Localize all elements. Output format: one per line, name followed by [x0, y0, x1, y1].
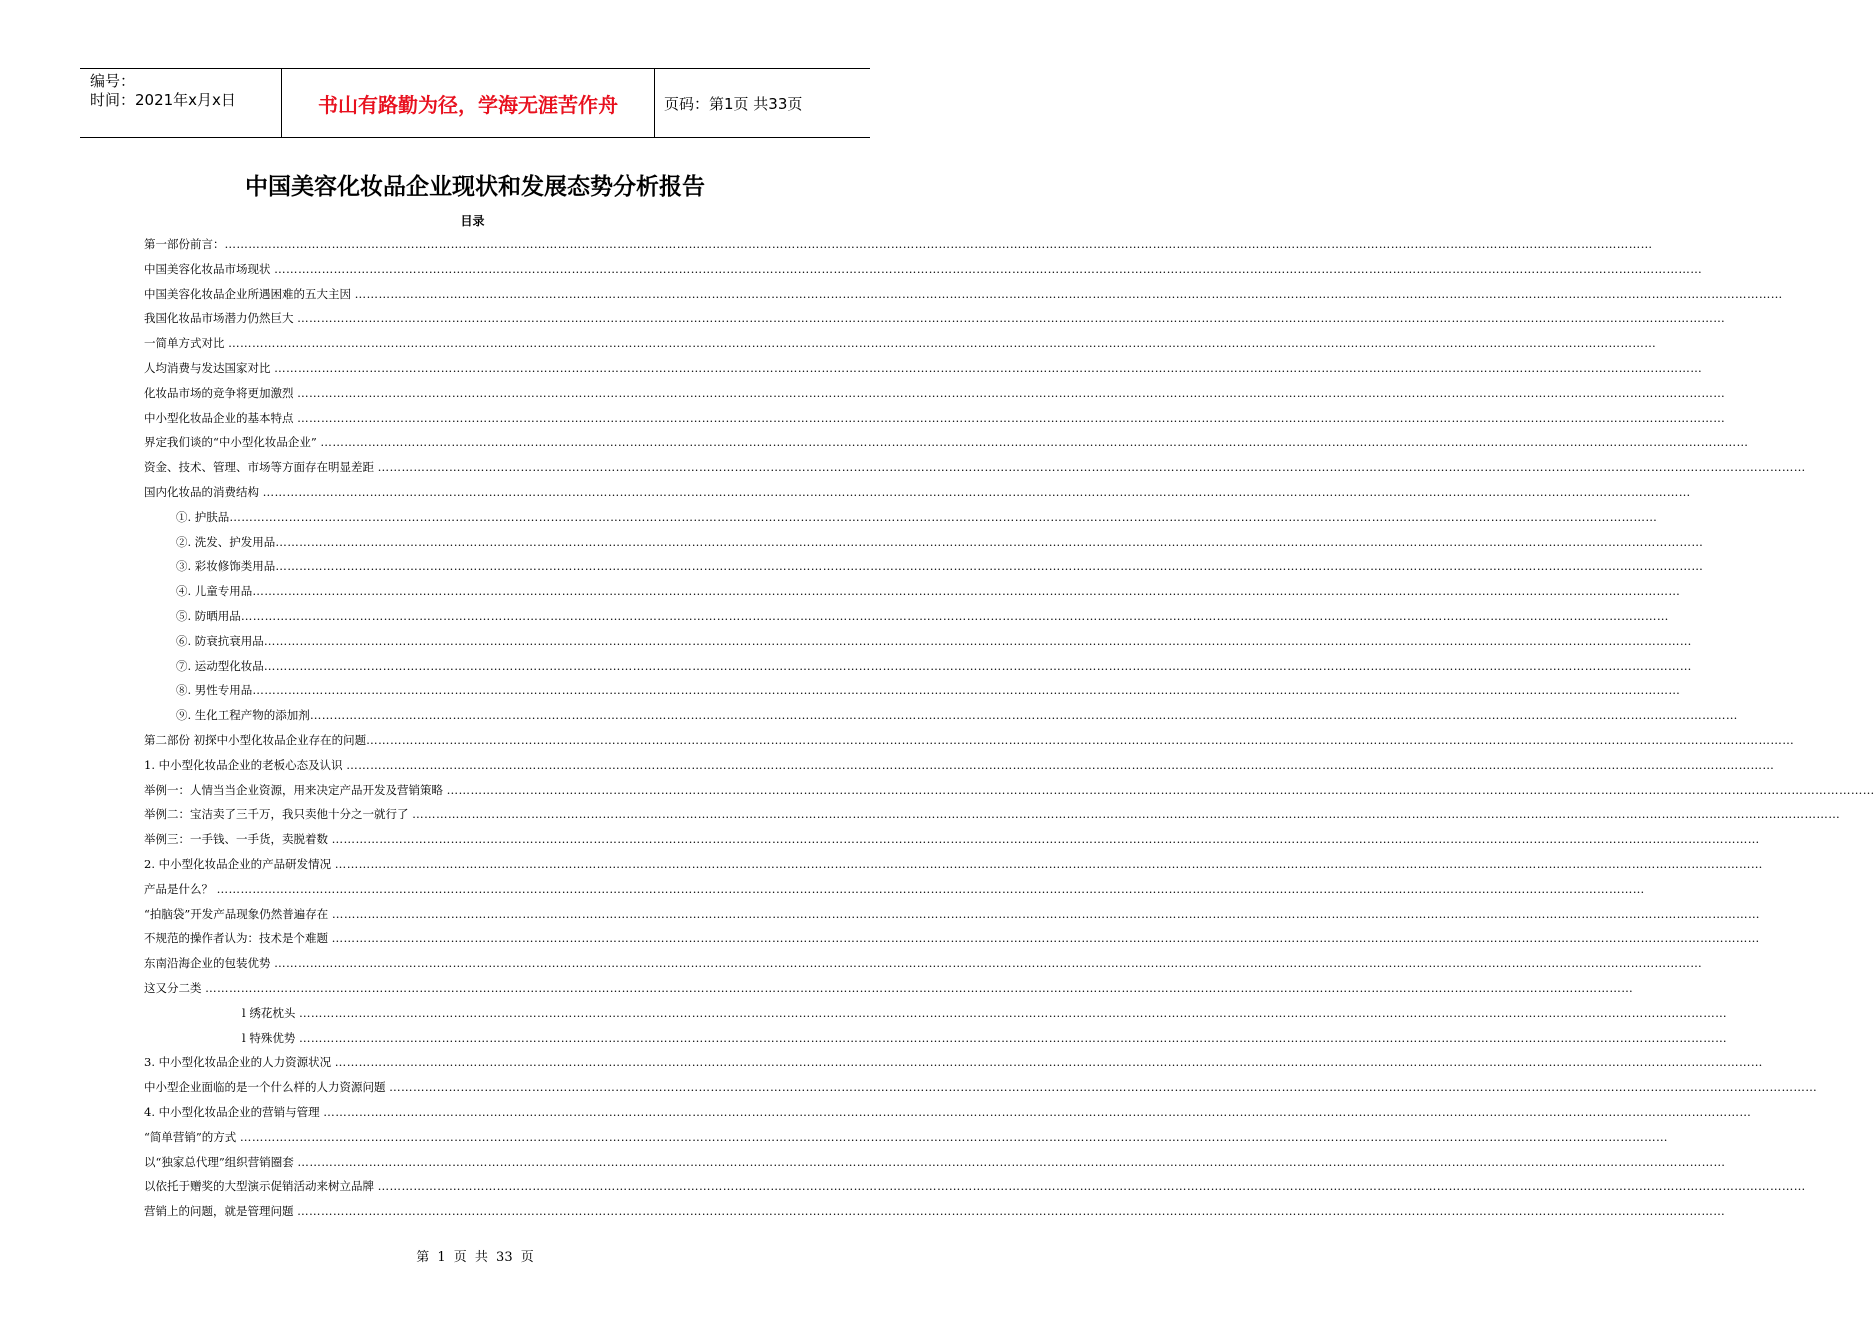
page-footer: 第 1 页 共 33 页 — [416, 1250, 534, 1265]
toc-entry[interactable] — [176, 556, 1704, 576]
toc-leader-dots: ……………………………………………………………………………………………………………………………………………………………………………………………………………………………………………………………………………………………………………………………… — [274, 261, 1703, 276]
document-date-label: 时间：2021年x月x日 — [90, 91, 236, 109]
toc-entry-label: 3. 中小型化妆品企业的人力资源状况 — [144, 1055, 335, 1070]
document-title: 中国美容化妆品企业现状和发展态势分析报告 — [245, 174, 705, 200]
toc-leader-dots: ……………………………………………………………………………………………………………………………………………………………………………………………………………………………………………………………………………………………………………………………… — [331, 906, 1760, 921]
toc-leader-dots: ……………………………………………………………………………………………………………………………………………………………………………………………………………………………………………………………………………………………………………………………… — [412, 807, 1841, 822]
toc-entry[interactable] — [176, 631, 1692, 651]
toc-entry-label: 这又分二类 — [144, 981, 206, 995]
toc-leader-dots: ……………………………………………………………………………………………………………………………………………………………………………………………………………………………………………………………………………………………………………………………… — [216, 881, 1645, 896]
toc-entry-label: 1. 中小型化妆品企业的老板心态及认识 — [144, 757, 347, 772]
toc-entry[interactable] — [144, 259, 1703, 279]
toc-entry-label: ⑤. 防晒用品 — [176, 609, 241, 623]
toc-entry-label: 举例二：宝洁卖了三千万，我只卖他十分之一就行了 — [144, 807, 413, 822]
toc-entry-label: ⑨. 生化工程产物的添加剂 — [176, 708, 310, 723]
toc-leader-dots: ……………………………………………………………………………………………………………………………………………………………………………………………………………………………………………………………………………………………………………………………… — [229, 509, 1658, 524]
toc-entry[interactable] — [144, 1102, 1752, 1122]
toc-leader-dots: ……………………………………………………………………………………………………………………………………………………………………………………………………………………………………………………………………………………………………………………………… — [297, 1154, 1726, 1169]
toc-entry-label: 第二部份 初探中小型化妆品企业存在的问题 — [144, 733, 367, 747]
toc-leader-dots: ……………………………………………………………………………………………………………………………………………………………………………………………………………………………………………………………………………………………………………………………… — [262, 485, 1691, 499]
toc-entry-label: ②. 洗发、护发用品 — [176, 534, 276, 549]
toc-leader-dots: ……………………………………………………………………………………………………………………………………………………………………………………………………………………………………………………………………………………………………………………………… — [334, 1055, 1763, 1070]
toc-entry-label: 以依托于赠奖的大型演示促销活动来树立品牌 — [144, 1179, 378, 1194]
toc-entry-label: 中国美容化妆品市场现状 — [144, 261, 275, 276]
toc-entry-label: 2. 中小型化妆品企业的产品研发情况 — [144, 857, 335, 871]
toc-entry[interactable] — [144, 408, 1726, 428]
header-motto: 书山有路勤为径，学海无涯苦作舟 — [281, 69, 655, 137]
toc-entry[interactable] — [242, 1003, 1727, 1023]
toc-entry[interactable] — [242, 1028, 1727, 1048]
toc-leader-dots: ……………………………………………………………………………………………………………………………………………………………………………………………………………………………………………………………………………………………………………………………… — [263, 658, 1692, 673]
toc-entry[interactable] — [176, 581, 1681, 601]
toc-entry-label: 营销上的问题，就是管理问题 — [144, 1204, 298, 1219]
toc-entry[interactable] — [144, 953, 1703, 973]
toc-entry[interactable] — [176, 606, 1669, 626]
toc-entry-label: 我国化妆品市场潜力仍然巨大 — [144, 311, 298, 326]
toc-entry[interactable] — [144, 482, 1691, 502]
toc-entry-label: ④. 儿童专用品 — [176, 584, 253, 599]
toc-entry[interactable] — [144, 1152, 1726, 1172]
toc-entry-label: 不规范的操作者认为：技术是个难题 — [144, 931, 332, 946]
toc-entry-label: ⑥. 防衰抗衰用品 — [176, 633, 264, 648]
toc-leader-dots: ……………………………………………………………………………………………………………………………………………………………………………………………………………………………………………………………………………………………………………………………… — [274, 956, 1703, 971]
toc-entry-label: “拍脑袋”开发产品现象仍然普遍存在 — [144, 906, 332, 921]
toc-entry[interactable] — [144, 284, 1783, 304]
toc-leader-dots: ……………………………………………………………………………………………………………………………………………………………………………………………………………………………………………………………………………………………………………………………… — [275, 559, 1704, 574]
toc-entry-label: 举例一：人情当当企业资源，用来决定产品开发及营销策略 — [144, 782, 447, 797]
toc-leader-dots: ……………………………………………………………………………………………………………………………………………………………………………………………………………………………………………………………………………………………………………………………… — [205, 981, 1634, 995]
toc-entry[interactable] — [144, 1176, 1806, 1196]
toc-entry-label: 第一部份前言： — [144, 237, 225, 251]
toc-entry[interactable] — [176, 507, 1658, 527]
toc-entry[interactable] — [144, 904, 1760, 924]
toc-entry[interactable] — [144, 432, 1749, 452]
toc-entry-label: 中国美容化妆品企业所遇困难的五大主因 — [144, 286, 355, 301]
toc-entry-label: ①. 护肤品 — [176, 509, 230, 524]
toc-leader-dots: ……………………………………………………………………………………………………………………………………………………………………………………………………………………………………………………………………………………………………………………………… — [366, 733, 1795, 747]
toc-leader-dots: ……………………………………………………………………………………………………………………………………………………………………………………………………………………………………………………………………………………………………………………………… — [334, 857, 1763, 871]
toc-leader-dots: ……………………………………………………………………………………………………………………………………………………………………………………………………………………………………………………………………………………………………………………………… — [297, 1204, 1726, 1219]
toc-leader-dots: ……………………………………………………………………………………………………………………………………………………………………………………………………………………………………………………………………………………………………………………………… — [297, 311, 1726, 326]
toc-entry[interactable] — [176, 705, 1738, 725]
toc-leader-dots: ……………………………………………………………………………………………………………………………………………………………………………………………………………………………………………………………………………………………………………………………… — [309, 708, 1738, 723]
toc-leader-dots: ……………………………………………………………………………………………………………………………………………………………………………………………………………………………………………………………………………………………………………………………… — [354, 286, 1783, 301]
toc-entry-label: 国内化妆品的消费结构 — [144, 485, 263, 499]
toc-entry-label: 化妆品市场的竞争将更加激烈 — [144, 385, 298, 400]
toc-entry-label: 4. 中小型化妆品企业的营销与管理 — [144, 1105, 324, 1119]
toc-leader-dots: ……………………………………………………………………………………………………………………………………………………………………………………………………………………………………………………………………………………………………………………………… — [252, 584, 1681, 599]
toc-entry[interactable] — [144, 978, 1634, 998]
toc-entry[interactable] — [144, 1052, 1763, 1072]
toc-leader-dots: ……………………………………………………………………………………………………………………………………………………………………………………………………………………………………………………………………………………………………………………………… — [239, 1129, 1668, 1144]
toc-entry-label: 产品是什么？ — [144, 881, 217, 896]
toc-leader-dots: ……………………………………………………………………………………………………………………………………………………………………………………………………………………………………………………………………………………………………………………………… — [299, 1030, 1727, 1045]
toc-entry[interactable] — [144, 780, 1875, 800]
toc-entry-label: ③. 彩妆修饰类用品 — [176, 559, 276, 574]
toc-entry-label: “简单营销”的方式 — [144, 1129, 240, 1144]
toc-entry[interactable] — [144, 730, 1795, 750]
toc-entry[interactable] — [144, 383, 1726, 403]
toc-entry-label: 界定我们谈的“中小型化妆品企业” — [144, 435, 321, 450]
toc-entry[interactable] — [144, 854, 1763, 874]
toc-entry-label: 人均消费与发达国家对比 — [144, 361, 275, 375]
toc-entry-label: l 特殊优势 — [242, 1030, 299, 1045]
toc-leader-dots: ……………………………………………………………………………………………………………………………………………………………………………………………………………………………………………………………………………………………………………………………… — [224, 237, 1653, 251]
toc-entry-label: 以“独家总代理”组织营销圈套 — [144, 1154, 298, 1169]
toc-entry[interactable] — [144, 928, 1760, 948]
toc-leader-dots: ……………………………………………………………………………………………………………………………………………………………………………………………………………………………………………………………………………………………………………………………… — [320, 435, 1749, 450]
toc-entry-label: 中小型企业面临的是一个什么样的人力资源问题 — [144, 1080, 390, 1095]
toc-leader-dots: ……………………………………………………………………………………………………………………………………………………………………………………………………………………………………………………………………………………………………………………………… — [275, 534, 1704, 549]
toc-leader-dots: ……………………………………………………………………………………………………………………………………………………………………………………………………………………………………………………………………………………………………………………………… — [346, 757, 1775, 772]
toc-leader-dots: ……………………………………………………………………………………………………………………………………………………………………………………………………………………………………………………………………………………………………………………………… — [377, 1179, 1806, 1194]
toc-entry[interactable] — [144, 1201, 1726, 1221]
toc-entry[interactable] — [176, 680, 1681, 700]
toc-entry[interactable] — [144, 358, 1703, 378]
toc-leader-dots: ……………………………………………………………………………………………………………………………………………………………………………………………………………………………………………………………………………………………………………………………… — [323, 1105, 1752, 1119]
toc-leader-dots: ……………………………………………………………………………………………………………………………………………………………………………………………………………………………………………………………………………………………………………………………… — [331, 931, 1760, 946]
toc-entry-label: 举例三：一手钱、一手货，卖脱着数 — [144, 832, 332, 847]
toc-leader-dots: ……………………………………………………………………………………………………………………………………………………………………………………………………………………………………………………………………………………………………………………………… — [297, 410, 1726, 425]
toc-leader-dots: ……………………………………………………………………………………………………………………………………………………………………………………………………………………………………………………………………………………………………………………………… — [228, 336, 1657, 351]
toc-leader-dots: ……………………………………………………………………………………………………………………………………………………………………………………………………………………………………………………………………………………………………………………………… — [389, 1080, 1818, 1095]
toc-entry[interactable] — [144, 879, 1645, 899]
toc-entry[interactable] — [144, 829, 1760, 849]
toc-entry[interactable] — [144, 804, 1841, 824]
toc-entry[interactable] — [144, 234, 1653, 254]
toc-leader-dots: ……………………………………………………………………………………………………………………………………………………………………………………………………………………………………………………………………………………………………………………………… — [274, 361, 1703, 375]
toc-leader-dots: ……………………………………………………………………………………………………………………………………………………………………………………………………………………………………………………………………………………………………………………………… — [240, 609, 1669, 623]
toc-entry[interactable] — [176, 532, 1704, 552]
document-number-label: 编号： — [90, 72, 136, 90]
toc-entry[interactable] — [144, 755, 1775, 775]
toc-heading: 目录 — [460, 214, 485, 228]
toc-entry[interactable] — [144, 457, 1806, 477]
toc-entry[interactable] — [144, 308, 1726, 328]
toc-leader-dots: ……………………………………………………………………………………………………………………………………………………………………………………………………………………………………………………………………………………………………………………………… — [252, 683, 1681, 698]
toc-entry-label: 东南沿海企业的包装优势 — [144, 956, 275, 971]
toc-leader-dots: ……………………………………………………………………………………………………………………………………………………………………………………………………………………………………………………………………………………………………………………………… — [299, 1005, 1727, 1020]
toc-entry[interactable] — [176, 656, 1692, 676]
toc-entry[interactable] — [144, 1077, 1818, 1097]
toc-leader-dots: ……………………………………………………………………………………………………………………………………………………………………………………………………………………………………………………………………………………………………………………………… — [263, 633, 1692, 648]
toc-entry[interactable] — [144, 333, 1657, 353]
toc-entry[interactable] — [144, 1127, 1668, 1147]
toc-entry-label: ⑧. 男性专用品 — [176, 683, 253, 698]
toc-entry-label: 一简单方式对比 — [144, 336, 229, 351]
toc-entry-label: 资金、技术、管理、市场等方面存在明显差距 — [144, 460, 378, 475]
toc-leader-dots: ……………………………………………………………………………………………………………………………………………………………………………………………………………………………………………………………………………………………………………………………… — [297, 385, 1726, 400]
toc-leader-dots: ……………………………………………………………………………………………………………………………………………………………………………………………………………………………………………………………………………………………………………………………… — [331, 832, 1760, 847]
toc-entry-label: l 绣花枕头 — [242, 1005, 299, 1020]
toc-leader-dots: ……………………………………………………………………………………………………………………………………………………………………………………………………………………………………………………………………………………………………………………………… — [446, 782, 1875, 797]
toc-leader-dots: ……………………………………………………………………………………………………………………………………………………………………………………………………………………………………………………………………………………………………………………………… — [377, 460, 1806, 475]
header-page-label: 页码：第1页 共33页 — [664, 94, 803, 113]
toc-entry-label: 中小型化妆品企业的基本特点 — [144, 410, 298, 425]
toc-entry-label: ⑦. 运动型化妆品 — [176, 658, 264, 673]
